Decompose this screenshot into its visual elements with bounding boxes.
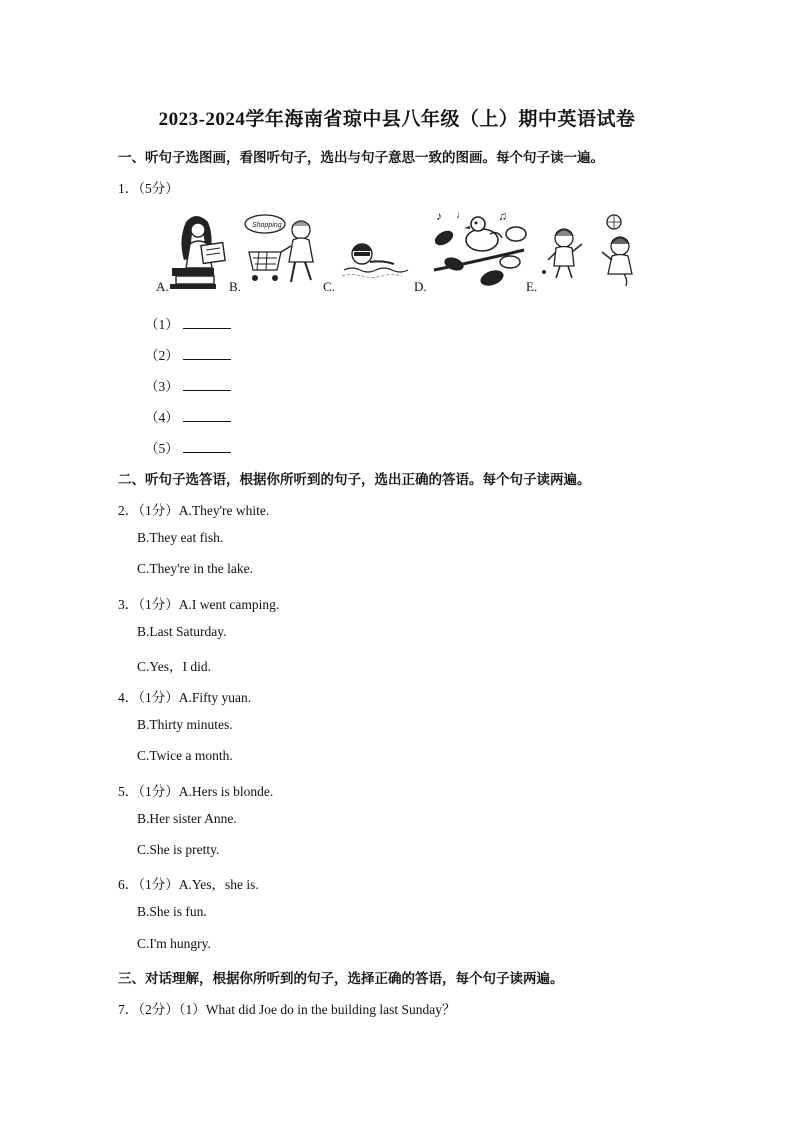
- music-note-icon: ♫: [498, 209, 507, 223]
- answer-blank-label: （3）: [145, 379, 179, 394]
- picture-e-kids-playing: [540, 212, 636, 288]
- answer-blank-line[interactable]: [183, 378, 231, 391]
- picture-a-girl-reading: [168, 210, 234, 290]
- music-note-icon: ♩: [456, 210, 466, 221]
- answer-blank-label: （5）: [145, 441, 179, 456]
- question-6-option-b: B.She is fun.: [137, 904, 207, 919]
- question-3-option-c: C.Yes，I did.: [137, 659, 212, 674]
- question-3-option-b: B.Last Saturday.: [137, 624, 227, 639]
- question-6-option-c: C.I'm hungry.: [137, 936, 211, 951]
- section-2-heading: 二、听句子选答语，根据你所听到的句子，选出正确的答语。每个句子读两遍。: [118, 472, 591, 487]
- picture-b-sign-text: Shopping: [252, 222, 282, 229]
- picture-e-label: E.: [526, 279, 538, 294]
- music-note-icon: ♪: [436, 209, 442, 223]
- question-6-option-a: 6．（1分）A.Yes，she is.: [118, 877, 259, 892]
- question-5-option-a: 5．（1分）A.Hers is blonde.: [118, 784, 274, 799]
- answer-blank-label: （4）: [145, 410, 179, 425]
- question-4-option-b: B.Thirty minutes.: [137, 717, 233, 732]
- question-4-option-c: C.Twice a month.: [137, 748, 233, 763]
- question-3-option-a: 3．（1分）A.I went camping.: [118, 597, 280, 612]
- question-4-option-a: 4．（1分）A.Fifty yuan.: [118, 690, 252, 705]
- question-2-option-b: B.They eat fish.: [137, 530, 224, 545]
- question-5-option-b: B.Her sister Anne.: [137, 811, 237, 826]
- answer-blank-4[interactable]: [145, 406, 231, 426]
- question-2-option-a: 2．（1分）A.They're white.: [118, 503, 270, 518]
- answer-blank-2[interactable]: [145, 344, 231, 364]
- picture-d-label: D.: [414, 279, 427, 294]
- answer-blank-1[interactable]: [145, 313, 231, 333]
- picture-d-birds-singing: [430, 208, 528, 288]
- answer-blank-3[interactable]: [145, 375, 231, 395]
- answer-blank-line[interactable]: [183, 409, 231, 422]
- picture-a-label: A.: [156, 279, 169, 294]
- answer-blank-line[interactable]: [183, 440, 231, 453]
- picture-c-swimmer: [340, 236, 418, 286]
- answer-blank-label: （2）: [145, 348, 179, 363]
- picture-b-girl-shopping: [243, 212, 323, 288]
- answer-blank-5[interactable]: [145, 437, 231, 457]
- question-2-option-c: C.They're in the lake.: [137, 561, 254, 576]
- section-3-heading: 三、对话理解，根据你所听到的句子，选择正确的答语，每个句子读两遍。: [118, 971, 564, 986]
- question-1-label: 1．（5分）: [118, 181, 179, 196]
- answer-blank-line[interactable]: [183, 347, 231, 360]
- page-title: 2023-2024学年海南省琼中县八年级（上）期中英语试卷: [158, 109, 636, 130]
- question-5-option-c: C.She is pretty.: [137, 842, 220, 857]
- question-7-text: 7．（2分）（1）What did Joe do in the building last Sunday？: [118, 1002, 456, 1017]
- answer-blank-label: （1）: [145, 317, 179, 332]
- picture-c-label: C.: [323, 279, 335, 294]
- picture-b-label: B.: [229, 279, 241, 294]
- section-1-heading: 一、听句子选图画，看图听句子，选出与句子意思一致的图画。每个句子读一遍。: [118, 150, 604, 165]
- answer-blank-line[interactable]: [183, 316, 231, 329]
